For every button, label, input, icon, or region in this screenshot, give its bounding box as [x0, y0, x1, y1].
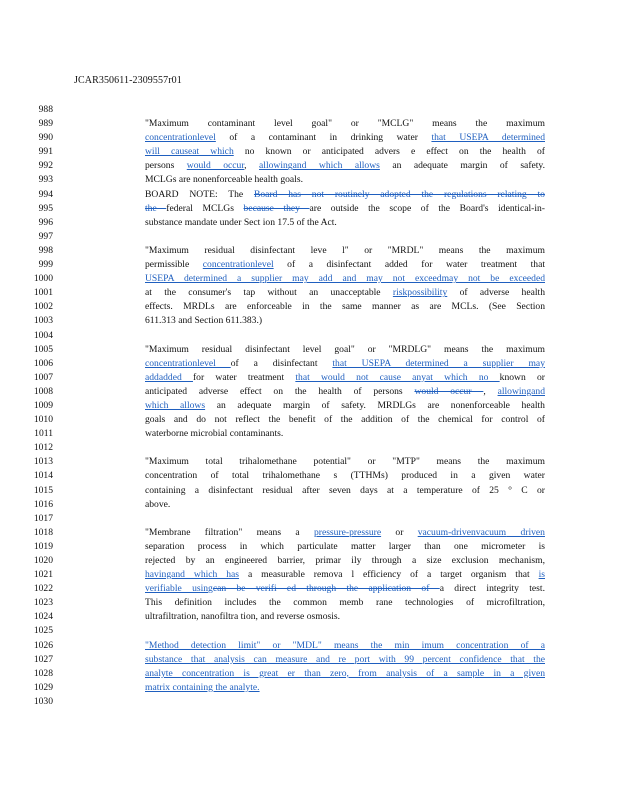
inserted-text: havingand which has: [145, 569, 240, 581]
text-line: [145, 329, 545, 343]
text-line: [145, 653, 545, 667]
text-line: [145, 610, 545, 624]
line-number: 1021: [33, 569, 53, 581]
text-line: [145, 455, 545, 469]
text-segment: rejected by an engineered barrier, primar ily through a size exclusion mechanism,: [145, 555, 545, 566]
line-number: 1016: [33, 498, 53, 510]
inserted-text: that USEPA determined a supplier may: [332, 357, 545, 369]
text-line: [145, 258, 545, 272]
inserted-text: driven: [506, 526, 545, 538]
text-segment: concentration of total trihalomethane s (TTHMs) produced in a given water: [145, 470, 545, 482]
line-number: 1019: [33, 540, 53, 552]
text-line: [145, 681, 545, 695]
deleted-text: can be verifi ed through the application of: [212, 583, 440, 595]
text-segment: of adverse health: [447, 287, 545, 299]
line-number: 1024: [33, 611, 53, 623]
line-number: 1008: [33, 385, 53, 397]
text-segment: for water treatment: [192, 371, 296, 383]
text-line: [145, 103, 545, 117]
text-segment: of a disinfectant added for water treatment that: [273, 259, 545, 271]
inserted-text: that would not cause anyat which no: [295, 371, 500, 383]
text-segment: waterborne microbial contaminants.: [145, 428, 284, 440]
line-number: 997: [38, 230, 53, 242]
inserted-text: concentrationlevel: [202, 259, 274, 271]
text-line: [145, 357, 545, 371]
inserted-text: riskpossibility: [392, 287, 448, 299]
inserted-text: addadded: [145, 371, 193, 383]
line-number-column: [33, 103, 53, 709]
inserted-text: which allows: [145, 399, 206, 411]
line-number: 999: [38, 259, 53, 271]
inserted-text: is: [538, 569, 545, 581]
text-line: [145, 469, 545, 483]
text-segment: "Maximum total trihalomethane potential" or "MTP" means the maximum: [145, 456, 545, 468]
line-number: 1009: [33, 399, 53, 411]
line-number: 995: [38, 202, 53, 214]
text-segment: no known or anticipated advers e effect on the health of: [233, 146, 545, 158]
deleted-text: the: [145, 202, 167, 214]
text-segment: MCLGs are nonenforceable health goals.: [145, 174, 303, 186]
text-line: [145, 300, 545, 314]
text-line: [145, 117, 545, 131]
line-number: 1020: [33, 555, 53, 566]
text-segment: "Maximum contaminant level goal" or "MCLG" means the maximum: [145, 118, 545, 130]
text-segment: persons: [145, 160, 187, 172]
line-number: 990: [38, 132, 53, 144]
text-segment: federal MCLGs: [166, 202, 244, 214]
text-segment: a direct integrity test.: [439, 583, 545, 595]
text-segment: above.: [145, 498, 171, 510]
text-segment: anticipated adverse effect on the health of persons: [145, 385, 415, 397]
text-line: [145, 314, 545, 328]
line-number: 991: [38, 146, 53, 158]
text-line: [145, 272, 545, 286]
line-number: 1025: [33, 625, 53, 637]
line-number: 1026: [33, 639, 53, 651]
line-number: 1030: [33, 695, 53, 707]
inserted-text: concentrationlevel: [145, 132, 216, 144]
inserted-text: matrix containing the analyte.: [145, 681, 260, 693]
text-line: [145, 286, 545, 300]
line-number: 1000: [33, 273, 53, 285]
line-number: 992: [38, 160, 53, 172]
text-segment: containing a disinfectant residual after seven days at a temperature of 25 ° C or: [145, 484, 545, 496]
text-segment: of a disinfectant: [230, 357, 333, 369]
text-segment: of a contaminant in drinking water: [215, 132, 432, 144]
line-number: 1003: [33, 315, 53, 327]
line-number: 1017: [33, 512, 53, 524]
line-number: 1029: [33, 681, 53, 693]
line-number: 994: [38, 188, 53, 200]
text-segment: "Membrane filtration" means a: [145, 526, 314, 538]
line-number: 1027: [33, 653, 53, 665]
inserted-text: "Method detection limit" or "MDL" means the min imum concentration of a: [145, 639, 545, 651]
line-number: 996: [38, 216, 53, 228]
line-number: 993: [38, 174, 53, 186]
text-line: [145, 695, 545, 709]
inserted-text: analyte concentration is great er than zero, from analysis of a sample in a given: [145, 667, 545, 679]
text-line: [145, 216, 545, 230]
deleted-text: because they: [243, 202, 310, 214]
text-line: [145, 159, 545, 173]
line-number: 1022: [33, 583, 53, 595]
text-line: [145, 667, 545, 681]
text-line: [145, 427, 545, 441]
line-number: 1004: [33, 329, 53, 341]
text-segment: at the consumer's tap without an unacceptable: [145, 287, 393, 299]
text-segment: ,: [483, 385, 498, 397]
text-segment: ultrafiltration, nanofiltra tion, and reverse osmosis.: [145, 611, 341, 623]
line-number: 989: [38, 118, 53, 130]
line-number: 1005: [33, 343, 53, 355]
text-segment: permissible: [145, 259, 203, 271]
text-line: [145, 540, 545, 554]
inserted-text: vacuum-drivenvacuum: [417, 526, 507, 538]
inserted-text: concentrationlevel: [145, 357, 231, 369]
line-number: 1011: [34, 428, 53, 440]
text-line: [145, 512, 545, 526]
line-number: 988: [38, 104, 53, 115]
text-segment: BOARD NOTE: The: [145, 188, 254, 200]
text-segment: are outside the scope of the Board's identical-in-: [309, 202, 545, 214]
text-line: [145, 145, 545, 159]
text-segment: effects. MRDLs are enforceable in the same manner as are MCLs. (See Section: [145, 301, 545, 313]
line-number: 1012: [33, 442, 53, 454]
text-line: [145, 596, 545, 610]
text-line: [145, 399, 545, 413]
text-segment: "Maximum residual disinfectant level goal" or "MRDLG" means the maximum: [145, 343, 545, 355]
text-line: [145, 498, 545, 512]
text-segment: ,: [244, 160, 260, 172]
text-segment: separation process in which particulate matter larger than one micrometer is: [145, 540, 545, 552]
document-body: [145, 103, 545, 709]
text-segment: an adequate margin of safety.: [379, 160, 545, 172]
text-line: [145, 441, 545, 455]
inserted-text: that USEPA determined: [431, 132, 545, 144]
text-line: [145, 230, 545, 244]
line-number: 1002: [33, 301, 53, 313]
text-segment: goals and do not reflect the benefit of the addition of the chemical for control of: [145, 414, 545, 426]
line-number: 998: [38, 244, 53, 256]
text-line: [145, 244, 545, 258]
text-segment: 611.313 and Section 611.383.): [145, 315, 263, 327]
line-number: 1014: [33, 470, 53, 482]
text-segment: known or: [499, 371, 545, 383]
inserted-text: substance that analysis can measure and re port with 99 percent confidence that the: [145, 653, 545, 665]
text-segment: "Maximum residual disinfectant leve l" or "MRDL" means the maximum: [145, 244, 545, 256]
text-line: [145, 173, 545, 187]
text-segment: a measurable remova l efficiency of a target organism that: [239, 569, 539, 581]
text-line: [145, 131, 545, 145]
line-number: 1001: [33, 287, 53, 299]
text-segment: substance mandate under Sect ion 17.5 of the Act.: [145, 216, 337, 228]
text-line: [145, 188, 545, 202]
text-segment: or: [381, 526, 418, 538]
text-line: [145, 624, 545, 638]
inserted-text: USEPA determined a supplier may add and may not exceedmay not be exceeded: [145, 273, 545, 285]
inserted-text: will causeat which: [145, 146, 234, 158]
text-line: [145, 413, 545, 427]
text-line: [145, 526, 545, 540]
text-segment: an adequate margin of safety. MRDLGs are nonenforceable health: [205, 399, 545, 411]
line-number: 1007: [33, 371, 53, 383]
text-line: [145, 554, 545, 568]
text-segment: This definition includes the common memb rane technologies of microfiltration,: [145, 597, 545, 609]
deleted-text: Board has not routinely adopted the regulations relating to: [253, 188, 545, 200]
text-line: [145, 385, 545, 399]
line-number: 1013: [33, 456, 53, 468]
inserted-text: verifiable using: [145, 583, 213, 595]
text-line: [145, 371, 545, 385]
line-number: 1028: [33, 667, 53, 679]
line-number: 1018: [33, 526, 53, 538]
inserted-text: allowingand: [497, 385, 545, 397]
line-number: 1023: [33, 597, 53, 609]
inserted-text: pressure-pressure: [313, 526, 382, 538]
line-number: 1006: [33, 357, 53, 369]
inserted-text: would occur: [186, 160, 245, 172]
text-line: [145, 484, 545, 498]
text-line: [145, 343, 545, 357]
text-line: [145, 568, 545, 582]
text-line: [145, 639, 545, 653]
text-line: [145, 582, 545, 596]
deleted-text: would occur: [414, 385, 484, 397]
inserted-text: allowingand which allows: [259, 160, 380, 172]
text-line: [145, 202, 545, 216]
document-id-header: JCAR350611-2309557r01: [74, 75, 182, 86]
line-number: 1010: [33, 414, 53, 426]
line-number: 1015: [33, 484, 53, 496]
